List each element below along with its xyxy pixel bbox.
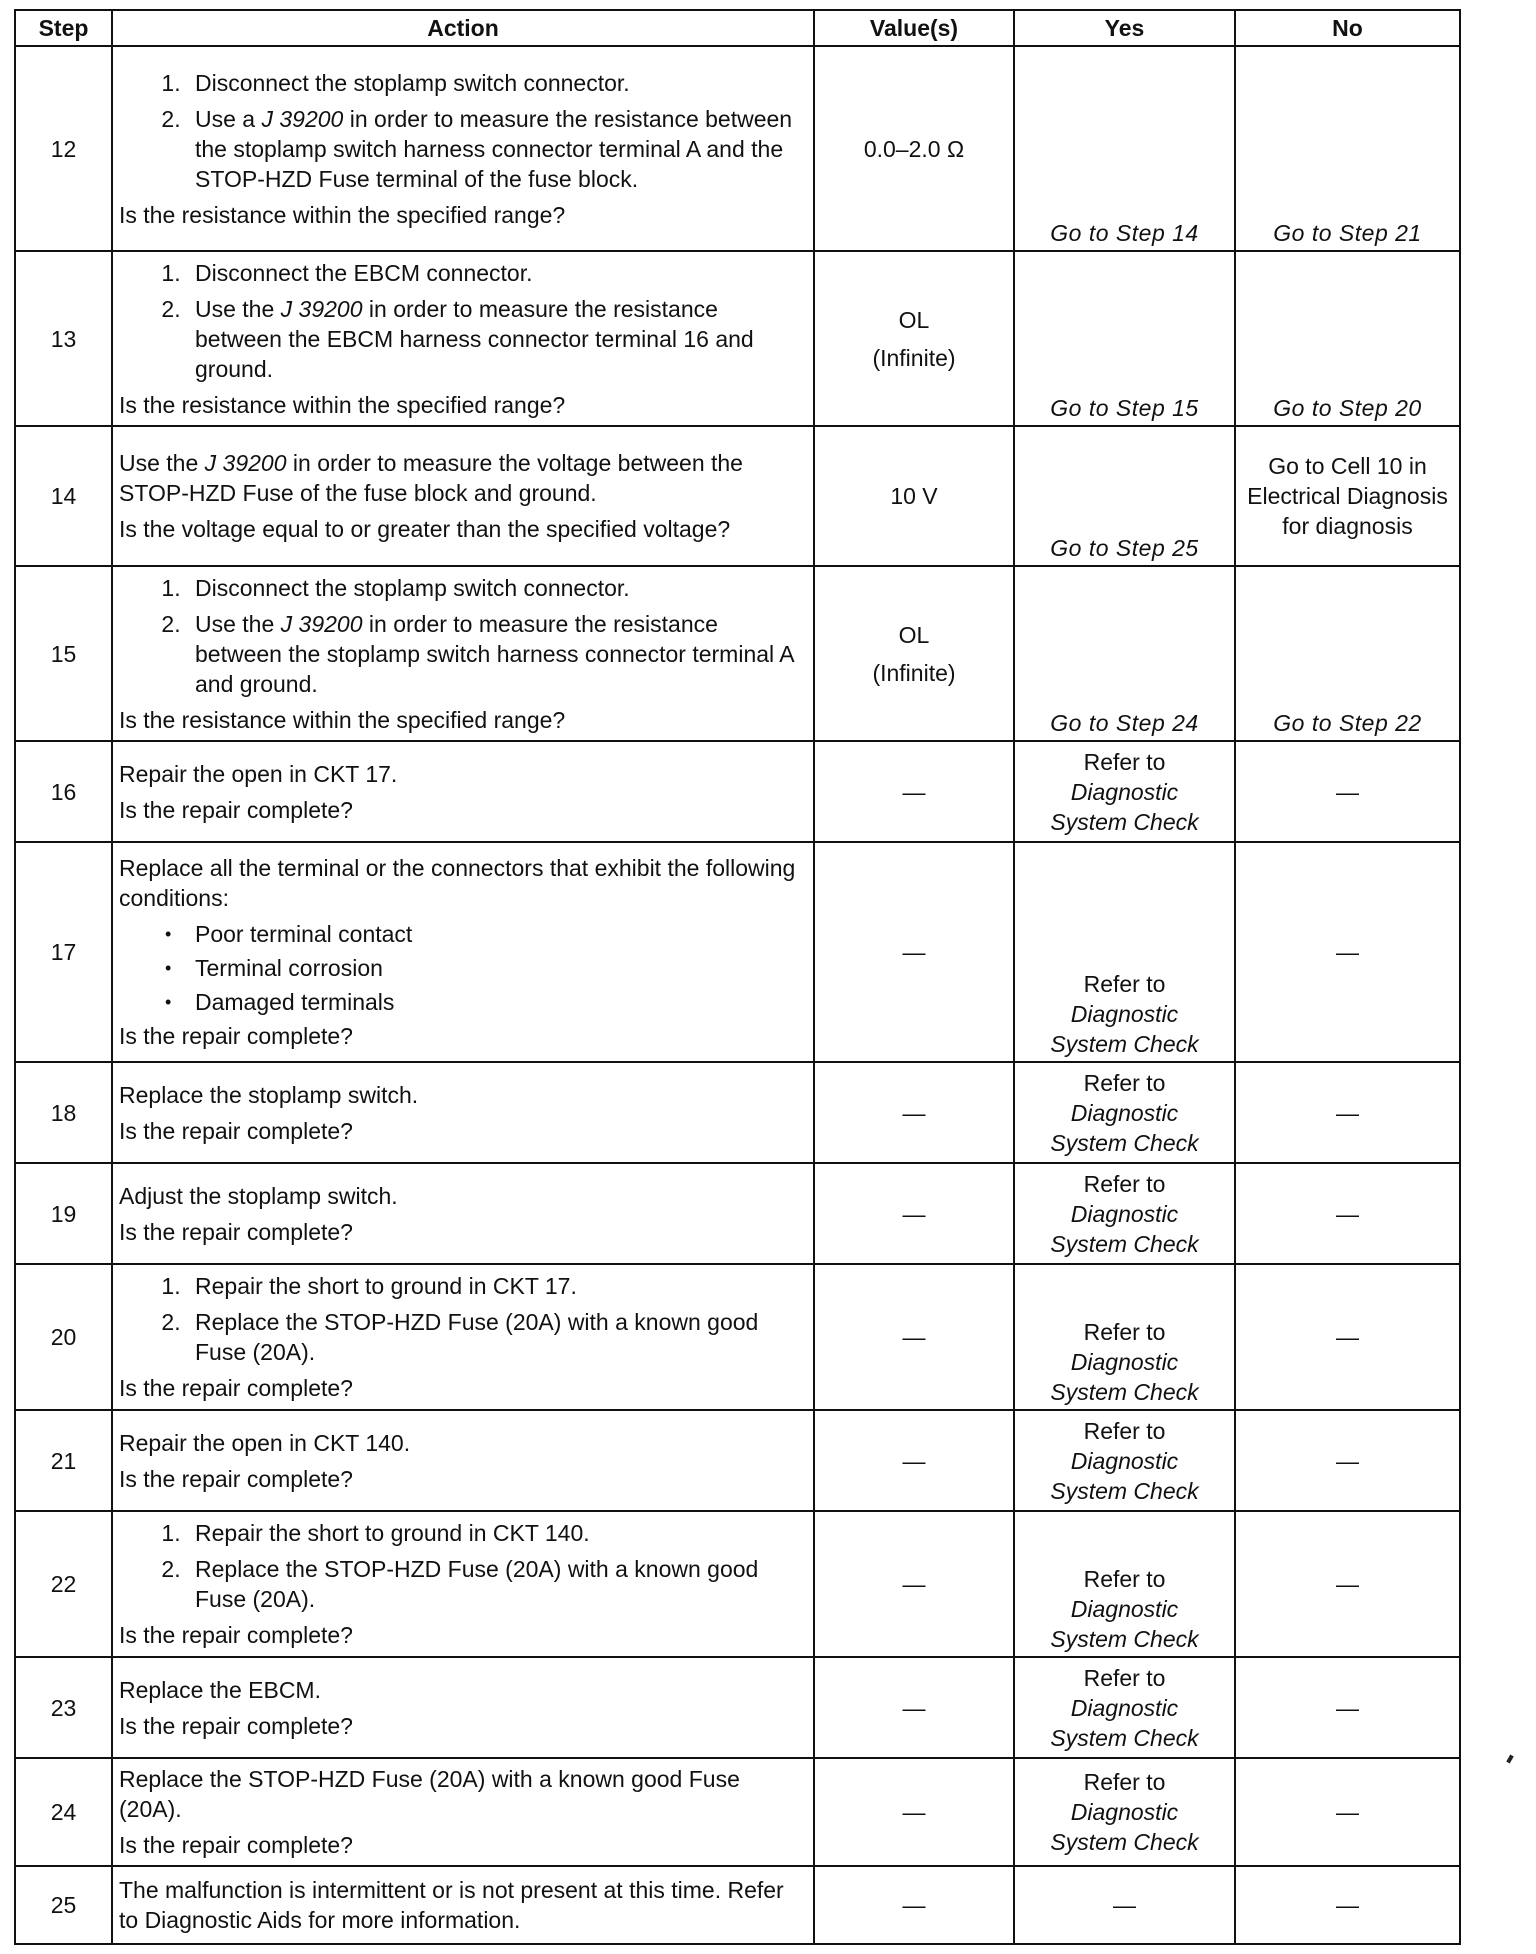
value-line: OL	[898, 621, 930, 648]
no-cell	[1235, 1657, 1460, 1758]
step-number: 21	[15, 1410, 112, 1511]
value-cell	[814, 741, 1014, 842]
refer-line: Diagnostic	[1070, 1447, 1179, 1474]
refer-line: System Check	[1050, 1724, 1199, 1751]
tool-name: J 39200	[280, 295, 363, 322]
list-item: • Poor terminal contact	[187, 919, 807, 949]
yes-cell	[1014, 1062, 1235, 1163]
refer-line: System Check	[1050, 1626, 1199, 1652]
value-cell	[814, 1758, 1014, 1866]
text: Use the	[195, 610, 275, 637]
list-item: 1. Repair the short to ground in CKT 140.	[187, 1518, 807, 1548]
refer-line: System Check	[1050, 1379, 1199, 1405]
value-cell	[814, 1062, 1014, 1163]
text: Use the	[119, 450, 199, 476]
value-cell: 0.0–2.0 Ω	[814, 46, 1014, 251]
no-cell	[1235, 741, 1460, 842]
text: Use the	[195, 295, 275, 322]
value-cell	[814, 1264, 1014, 1410]
refer-line: System Check	[1050, 1477, 1199, 1504]
question: Is the repair complete?	[119, 1375, 353, 1401]
table-row	[15, 1657, 1460, 1758]
value-cell	[814, 1163, 1014, 1264]
step-number: 24	[15, 1758, 112, 1866]
question: Is the resistance within the specified range?	[119, 201, 566, 228]
yes-cell	[1014, 1410, 1235, 1511]
table-row	[15, 426, 1460, 566]
dash: —	[902, 1099, 926, 1126]
go-to-cell-text: Go to Cell 10 in Electrical Diagnosis for diagnosis	[1247, 453, 1448, 539]
no-cell	[1235, 1264, 1460, 1410]
step-number: 23	[15, 1657, 112, 1758]
list-item	[187, 609, 807, 699]
dash: —	[902, 1892, 926, 1918]
yes-cell	[1014, 741, 1235, 842]
dash: —	[1336, 1892, 1359, 1918]
text: in order to measure the resistance between the EBCM harness connector terminal 16 and ground.	[195, 295, 754, 382]
refer-line: Refer to	[1083, 971, 1166, 997]
no-cell	[1235, 1163, 1460, 1264]
question: Is the repair complete?	[119, 1023, 353, 1049]
list-item: 1. Disconnect the stoplamp switch connector.	[187, 68, 807, 98]
refer-line: Diagnostic	[1070, 1349, 1179, 1375]
value-cell	[814, 1657, 1014, 1758]
action-text: Replace the STOP-HZD Fuse (20A) with a known good Fuse (20A).	[119, 1766, 740, 1822]
yes-cell	[1014, 1758, 1235, 1866]
action-text	[119, 448, 807, 508]
value-line: (Infinite)	[872, 659, 956, 686]
dash: —	[902, 1694, 926, 1721]
list-item: 1. Repair the short to ground in CKT 17.	[187, 1271, 807, 1301]
no-cell	[1235, 566, 1460, 741]
question: Is the repair complete?	[119, 1832, 353, 1858]
table-row	[15, 1410, 1460, 1511]
refer-line: System Check	[1050, 1129, 1199, 1156]
yes-cell	[1014, 1511, 1235, 1657]
yes-cell	[1014, 1264, 1235, 1410]
refer-line: Refer to	[1083, 1319, 1166, 1345]
value-cell: 10 V	[814, 426, 1014, 566]
action-list	[119, 68, 807, 194]
step-number: 18	[15, 1062, 112, 1163]
refer-line: Diagnostic	[1070, 778, 1179, 805]
action-text: The malfunction is intermittent or is not present at this time. Refer to Diagnostic Aids for more information.	[119, 1877, 784, 1933]
yes-cell	[1014, 842, 1235, 1062]
go-to-step-link: Go to Step 15	[1050, 395, 1199, 421]
value-line: OL	[898, 306, 930, 333]
no-cell	[1235, 1866, 1460, 1944]
yes-cell	[1014, 426, 1235, 566]
no-cell	[1235, 251, 1460, 426]
dash: —	[902, 1447, 926, 1474]
refer-line: Refer to	[1083, 1170, 1166, 1197]
yes-cell	[1014, 1163, 1235, 1264]
action-cell	[112, 842, 814, 1062]
no-cell	[1235, 1758, 1460, 1866]
question: Is the repair complete?	[119, 1622, 353, 1648]
table-row	[15, 842, 1460, 1062]
step-number: 12	[15, 46, 112, 251]
table-row	[15, 566, 1460, 741]
dash: —	[1336, 939, 1359, 965]
question: Is the repair complete?	[119, 1218, 353, 1245]
dash: —	[1336, 1799, 1359, 1825]
step-number: 25	[15, 1866, 112, 1944]
action-cell	[112, 1657, 814, 1758]
list-item: 2. Replace the STOP-HZD Fuse (20A) with a known good Fuse (20A).	[187, 1554, 807, 1614]
dash: —	[902, 1324, 926, 1350]
table-row	[15, 1758, 1460, 1866]
refer-line: Diagnostic	[1070, 1694, 1179, 1721]
step-number: 16	[15, 741, 112, 842]
header-action: Action	[112, 10, 814, 46]
table-row	[15, 1511, 1460, 1657]
text: in order to measure the resistance between the stoplamp switch harness connector terminal A and ground.	[195, 610, 794, 697]
refer-line: Refer to	[1083, 1417, 1166, 1444]
tool-name: J 39200	[204, 450, 287, 476]
dash: —	[1336, 778, 1359, 805]
yes-cell	[1014, 251, 1235, 426]
no-cell	[1235, 1062, 1460, 1163]
action-cell	[112, 46, 814, 251]
refer-line: Refer to	[1083, 1566, 1166, 1592]
table-row	[15, 741, 1460, 842]
refer-line: Diagnostic	[1070, 1001, 1179, 1027]
step-number: 19	[15, 1163, 112, 1264]
dash: —	[1336, 1200, 1359, 1227]
list-item: • Terminal corrosion	[187, 953, 807, 983]
text: in order to measure the resistance between the stoplamp switch harness connector terminal A and the STOP-HZD Fuse terminal of the fuse block.	[195, 105, 793, 192]
header-row	[15, 10, 1460, 46]
question: Is the repair complete?	[119, 1712, 353, 1739]
table-row	[15, 1062, 1460, 1163]
dash: —	[902, 1200, 926, 1227]
list-item: 2. Replace the STOP-HZD Fuse (20A) with a known good Fuse (20A).	[187, 1307, 807, 1367]
refer-line: Refer to	[1083, 1769, 1166, 1795]
scan-speck	[1506, 1755, 1513, 1764]
dash: —	[902, 939, 926, 965]
action-cell	[112, 1511, 814, 1657]
go-to-step-link: Go to Step 24	[1050, 710, 1199, 736]
step-number: 13	[15, 251, 112, 426]
action-list	[119, 1518, 807, 1614]
table-row	[15, 1163, 1460, 1264]
tool-name: J 39200	[280, 610, 363, 637]
header-step: Step	[15, 10, 112, 46]
list-item: • Damaged terminals	[187, 987, 807, 1017]
go-to-step-link: Go to Step 14	[1050, 220, 1199, 246]
dash: —	[1336, 1447, 1359, 1474]
action-cell	[112, 1866, 814, 1944]
table-row	[15, 1264, 1460, 1410]
condition-list	[119, 919, 807, 1017]
action-cell	[112, 1062, 814, 1163]
table-row	[15, 251, 1460, 426]
step-number: 20	[15, 1264, 112, 1410]
dash: —	[902, 1571, 926, 1597]
action-text: Adjust the stoplamp switch.	[119, 1182, 398, 1209]
refer-line: System Check	[1050, 1829, 1199, 1855]
step-number: 22	[15, 1511, 112, 1657]
step-number: 14	[15, 426, 112, 566]
no-cell	[1235, 842, 1460, 1062]
refer-line: Diagnostic	[1070, 1799, 1179, 1825]
refer-line: Diagnostic	[1070, 1099, 1179, 1126]
action-text: Repair the open in CKT 17.	[119, 760, 398, 787]
refer-line: Diagnostic	[1070, 1200, 1179, 1227]
action-cell	[112, 1410, 814, 1511]
yes-cell	[1014, 1657, 1235, 1758]
action-text: Repair the open in CKT 140.	[119, 1429, 411, 1456]
tool-name: J 39200	[261, 105, 344, 132]
refer-line: Refer to	[1083, 1664, 1166, 1691]
text: Use a	[195, 105, 256, 132]
value-cell	[814, 566, 1014, 741]
table-row	[15, 1866, 1460, 1944]
dash: —	[902, 778, 926, 805]
action-cell	[112, 1758, 814, 1866]
refer-line: System Check	[1050, 1230, 1199, 1257]
question: Is the repair complete?	[119, 796, 353, 823]
refer-line: Diagnostic	[1070, 1596, 1179, 1622]
no-cell	[1235, 1410, 1460, 1511]
no-cell	[1235, 1511, 1460, 1657]
header-no: No	[1235, 10, 1460, 46]
go-to-step-link: Go to Step 25	[1050, 535, 1199, 561]
step-number: 15	[15, 566, 112, 741]
table-row	[15, 46, 1460, 251]
list-item	[187, 294, 807, 384]
list-item: 1. Disconnect the stoplamp switch connector.	[187, 573, 807, 603]
dash: —	[1113, 1892, 1136, 1918]
yes-cell	[1014, 1866, 1235, 1944]
action-list	[119, 258, 807, 384]
action-cell	[112, 251, 814, 426]
no-cell	[1235, 46, 1460, 251]
refer-line: Refer to	[1083, 1069, 1166, 1096]
action-list	[119, 573, 807, 699]
dash: —	[902, 1799, 926, 1825]
action-text: Replace the stoplamp switch.	[119, 1081, 419, 1108]
diagnostic-table	[14, 9, 1461, 1945]
no-cell	[1235, 426, 1460, 566]
go-to-step-link: Go to Step 21	[1273, 220, 1422, 246]
action-cell	[112, 1163, 814, 1264]
step-number: 17	[15, 842, 112, 1062]
value-cell	[814, 842, 1014, 1062]
yes-cell	[1014, 46, 1235, 251]
question: Is the repair complete?	[119, 1117, 353, 1144]
question: Is the voltage equal to or greater than the specified voltage?	[119, 516, 731, 542]
header-yes: Yes	[1014, 10, 1235, 46]
question: Is the resistance within the specified range?	[119, 706, 566, 733]
action-cell	[112, 1264, 814, 1410]
dash: —	[1336, 1694, 1359, 1721]
value-cell	[814, 251, 1014, 426]
action-cell	[112, 566, 814, 741]
dash: —	[1336, 1099, 1359, 1126]
dash: —	[1336, 1571, 1359, 1597]
yes-cell	[1014, 566, 1235, 741]
header-values: Value(s)	[814, 10, 1014, 46]
refer-line: System Check	[1050, 1031, 1199, 1057]
question: Is the repair complete?	[119, 1465, 353, 1492]
action-cell	[112, 426, 814, 566]
refer-line: Refer to	[1083, 748, 1166, 775]
action-list	[119, 1271, 807, 1367]
question: Is the resistance within the specified range?	[119, 391, 566, 418]
list-item: 1. Disconnect the EBCM connector.	[187, 258, 807, 288]
value-cell	[814, 1866, 1014, 1944]
refer-line: System Check	[1050, 808, 1199, 835]
list-item	[187, 104, 807, 194]
value-line: (Infinite)	[872, 344, 956, 371]
go-to-step-link: Go to Step 20	[1273, 395, 1422, 421]
dash: —	[1336, 1324, 1359, 1350]
go-to-step-link: Go to Step 22	[1273, 710, 1422, 736]
value-cell	[814, 1410, 1014, 1511]
action-text: Replace all the terminal or the connectors that exhibit the following conditions:	[119, 855, 796, 911]
value-cell	[814, 1511, 1014, 1657]
text: in order to measure the voltage between the STOP-HZD Fuse of the fuse block and ground.	[119, 450, 743, 506]
action-cell	[112, 741, 814, 842]
action-text: Replace the EBCM.	[119, 1676, 321, 1703]
